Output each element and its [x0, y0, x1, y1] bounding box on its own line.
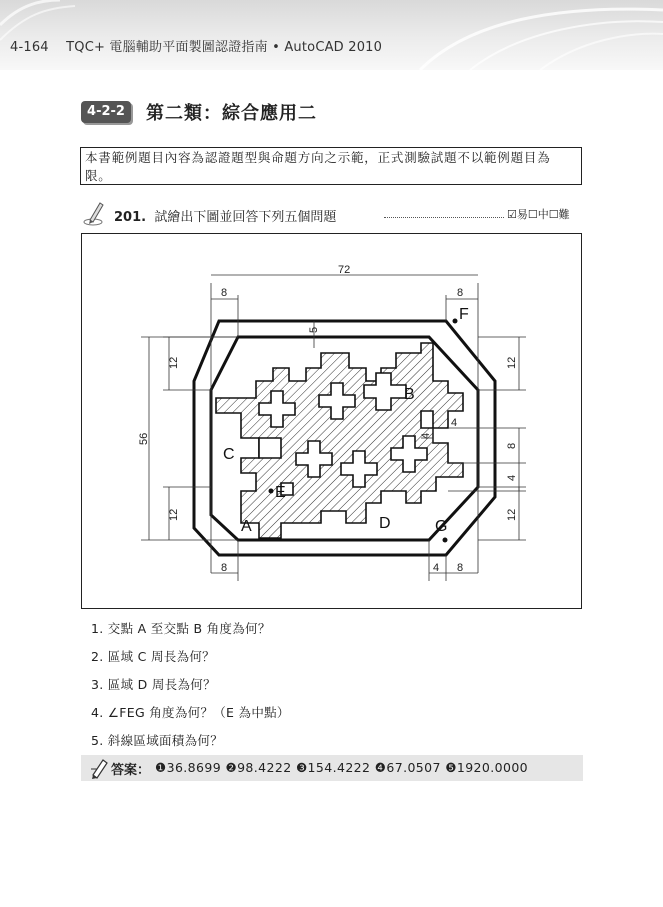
answer-values: ❶36.8699 ❷98.4222 ❸154.4222 ❹67.0507 ❺1920.0000 [155, 760, 529, 775]
dim-72: 72 [338, 264, 351, 276]
difficulty-indicator: ☑易☐中☐難 [507, 208, 570, 221]
label-D: D [379, 515, 391, 532]
dim-12-right-top: 12 [506, 356, 518, 369]
dim-56: 56 [138, 432, 150, 445]
pencil-question-icon [82, 200, 108, 226]
question-item: 5. 斜線區域面積為何？ [91, 733, 223, 748]
dim-8-top-left: 8 [221, 287, 228, 299]
dim-4-inner: 4 [420, 432, 432, 439]
label-B: B [404, 386, 415, 403]
pencil-answer-icon [89, 757, 111, 779]
note-box: 本書範例題目內容為認證題型與命題方向之示範，正式測驗試題不以範例題目為限。 [80, 147, 582, 185]
answer-label: 答案： [111, 763, 151, 778]
book-title: TQC+ 電腦輔助平面製圖認證指南 • AutoCAD 2010 [66, 40, 383, 55]
dim-12-left-bottom: 12 [168, 508, 180, 521]
question-item: 2. 區域 C 周長為何？ [91, 649, 215, 664]
label-A: A [241, 518, 252, 535]
running-header [10, 36, 382, 55]
label-F: F [459, 306, 469, 323]
section-title: 第二類：綜合應用二 [146, 103, 317, 124]
decorative-swirl-icon [0, 0, 663, 70]
question-list [91, 620, 290, 760]
dim-8-bottom-left: 8 [221, 562, 228, 574]
dim-12-right-bottom: 12 [506, 508, 518, 521]
dim-4-upper: 4 [451, 417, 458, 429]
hatched-region [216, 343, 463, 538]
question-prompt: 試繪出下圖並回答下列五個問題 [154, 210, 337, 225]
answer-bar [81, 755, 583, 781]
question-number: 201. [114, 210, 147, 225]
section-number-badge: 4-2-2 [81, 101, 131, 123]
label-E: E [275, 484, 286, 501]
question-line [114, 206, 584, 225]
question-item: 4. ∠FEG 角度為何？（E 為中點） [91, 705, 290, 720]
dim-4-bottom: 4 [433, 562, 440, 574]
cad-drawing [81, 233, 582, 609]
label-C: C [223, 446, 235, 463]
dim-12-left-top: 12 [168, 356, 180, 369]
page-header [0, 0, 663, 70]
dim-8-bottom-right: 8 [457, 562, 464, 574]
question-item: 3. 區域 D 周長為何？ [91, 677, 216, 692]
dim-8-top-right: 8 [457, 287, 464, 299]
dim-8-right: 8 [506, 442, 518, 449]
dim-5: 5 [308, 326, 320, 333]
leader-dots [384, 206, 504, 218]
question-item: 1. 交點 A 至交點 B 角度為何？ [91, 621, 271, 636]
label-G: G [435, 518, 448, 535]
page-number: 4-164 [10, 40, 49, 55]
dim-4-right: 4 [506, 474, 518, 481]
